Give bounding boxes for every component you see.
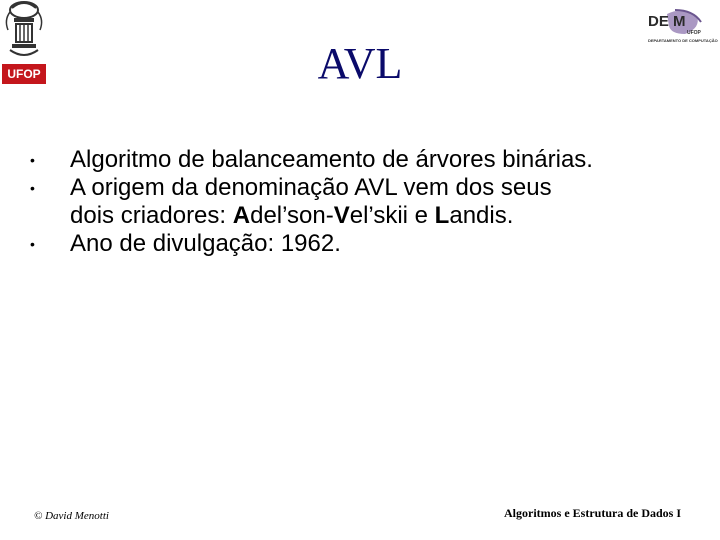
- text-span: andis.: [449, 202, 514, 229]
- bold-letter: A: [232, 202, 251, 229]
- bullet-marker: •: [30, 236, 35, 252]
- bullet-text-line1: A origem da denominação AVL vem dos seus: [70, 174, 552, 201]
- bullet-marker: •: [30, 152, 35, 168]
- decom-text: DE M: [648, 13, 686, 30]
- bold-letter: L: [434, 202, 450, 229]
- text-span: del’son-: [250, 202, 334, 229]
- slide-title: AVL: [317, 39, 403, 88]
- text-span: el’skii e: [349, 202, 435, 229]
- bold-letter: V: [333, 202, 350, 229]
- footer-author: © David Menotti: [34, 510, 109, 522]
- ufop-label: UFOP: [2, 64, 46, 84]
- bullet-list: [28, 146, 708, 258]
- footer-course: Algoritmos e Estrutura de Dados I: [504, 506, 681, 520]
- text-span: dois criadores:: [70, 202, 233, 229]
- bullet-marker: •: [30, 180, 35, 196]
- decom-sub: UFOP: [687, 30, 701, 36]
- bullet-item: [28, 230, 708, 258]
- bullet-text: Algoritmo de balanceamento de árvores binárias.: [70, 146, 593, 173]
- bullet-text-line2: [70, 202, 513, 229]
- decom-caption: DEPARTAMENTO DE COMPUTAÇÃO: [648, 38, 718, 43]
- bullet-item: [28, 146, 708, 174]
- bullet-item: [28, 174, 708, 230]
- bullet-text: Ano de divulgação: 1962.: [70, 230, 341, 257]
